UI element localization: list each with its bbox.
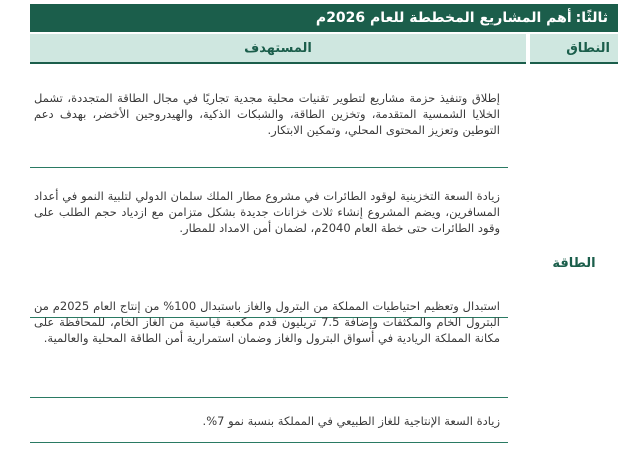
target-item-text: إطلاق وتنفيذ حزمة مشاريع لتطوير تقنيات محلية مجدية تجاريًا في مجال الطاقة المتجددة، تشمل الخلايا الشمسية المتقدمة، وتخزين الطاقة، والشبكات الذكية، والهيدروجين الأخضر، بهدف دعم التوطين وتعزيز المحتوى المحلي، وتمكين الابتكار. [34, 91, 500, 137]
scope-label: الطاقة [552, 255, 596, 271]
table-header-row [30, 34, 618, 64]
header-scope: النطاق [530, 34, 618, 64]
section-title-prefix: ثالثًا: [575, 10, 608, 26]
target-item-text: استبدال وتعظيم احتياطيات المملكة من البترول والغاز باستبدال 100% من إنتاج العام 2025م من البترول الخام والمكثفات وإضافة 7.5 تريليون قدم مكعبة قياسية من الغاز الخام، للمحافظة على مكانة المملكة الريادية في أسواق البترول والغاز وضمان استمرارية أمن الطاقة المحلية والعالمية. [34, 299, 500, 345]
section-title-bar [30, 4, 618, 32]
target-item [30, 413, 508, 443]
section-title: أهم المشاريع المخططة للعام 2026م [315, 10, 572, 26]
target-item-text: زيادة السعة الإنتاجية للغاز الطبيعي في المملكة بنسبة نمو 7%. [202, 414, 500, 428]
target-item [30, 298, 508, 398]
header-target: المستهدف [30, 34, 526, 64]
target-item-text: زيادة السعة التخزينية لوقود الطائرات في مشروع مطار الملك سلمان الدولي لتلبية النمو في أعداد المسافرين، ويضم المشروع إنشاء ثلاث خزانات جديدة بشكل متزامن مع ازدياد حجم الطلب على وقود الطائرات حتى خطة العام 2040م، لضمان أمن الامداد للمطار. [34, 189, 500, 235]
target-item [30, 90, 508, 168]
